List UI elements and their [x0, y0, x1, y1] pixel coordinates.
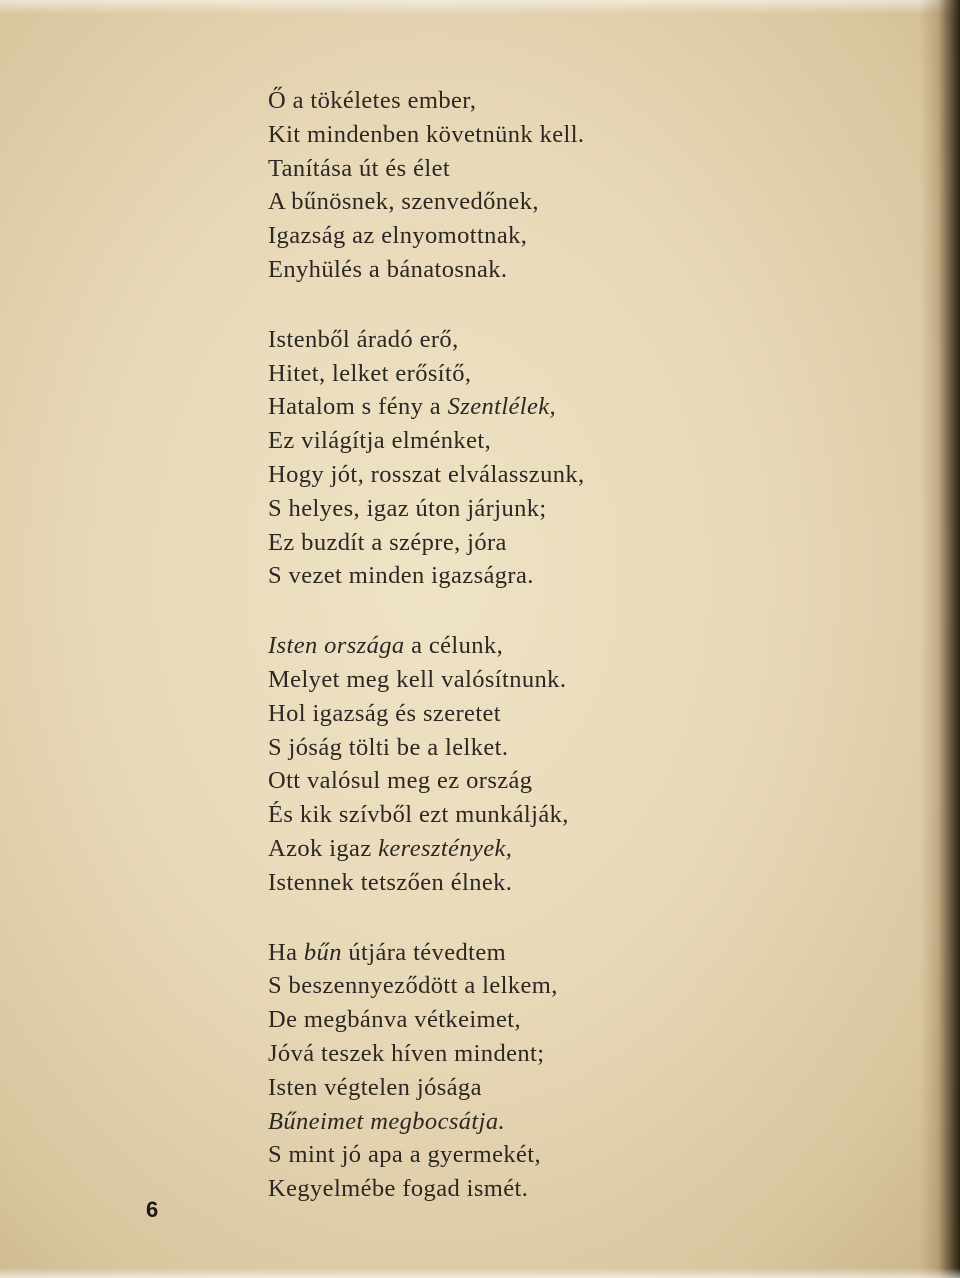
- poem-line-text: a célunk,: [404, 632, 504, 660]
- poem-line: S jóság tölti be a lelket.: [268, 733, 509, 761]
- poem-line: Tanítása út és élet: [268, 154, 451, 182]
- poem-line-italic: Bűneimet megbocsátja.: [268, 1107, 506, 1135]
- poem-line-text: Hatalom s fény a: [268, 393, 448, 421]
- stanza-2: [268, 323, 888, 593]
- poem-line: Igazság az elnyomottnak,: [268, 222, 528, 250]
- poem-line: S beszennyeződött a lelkem,: [268, 972, 558, 1000]
- poem-line: Ott valósul meg ez ország: [268, 767, 533, 795]
- poem-line: [268, 629, 888, 663]
- stanza-1: [268, 84, 888, 287]
- poem-line: S mint jó apa a gyermekét,: [268, 1141, 542, 1169]
- book-binding-shadow: [920, 0, 960, 1278]
- poem-line: Isten végtelen jósága: [268, 1073, 482, 1101]
- poem-line: Hogy jót, rosszat elválasszunk,: [268, 460, 585, 488]
- poem-line-text: Ha: [268, 938, 304, 966]
- poem-line: Kit mindenben követnünk kell.: [268, 120, 585, 148]
- italic-term-keresztenyek: keresztények,: [378, 834, 513, 862]
- stanza-4: [268, 936, 888, 1206]
- poem-line: A bűnösnek, szenvedőnek,: [268, 188, 539, 216]
- poem-line: [268, 936, 888, 970]
- poem-line: Enyhülés a bánatosnak.: [268, 255, 508, 283]
- poem-line: S helyes, igaz úton járjunk;: [268, 494, 547, 522]
- poem-line: Ő a tökéletes ember,: [268, 87, 477, 114]
- poem-line: Hol igazság és szeretet: [268, 699, 502, 727]
- poem-line: És kik szívből ezt munkálják,: [268, 801, 569, 829]
- poem-line: Kegyelmébe fogad ismét.: [268, 1175, 529, 1203]
- poem-line: Ez buzdít a szépre, jóra: [268, 528, 507, 556]
- poem-line: De megbánva vétkeimet,: [268, 1006, 522, 1034]
- page-number: 6: [146, 1197, 159, 1222]
- italic-term-isten-orszaga: Isten országa: [268, 632, 405, 660]
- poem-line: Hitet, lelket erősítő,: [268, 359, 472, 387]
- page-top-edge: [0, 0, 960, 14]
- italic-term-szentlelek: Szentlélek,: [447, 393, 557, 421]
- poem-line: Istennek tetszően élnek.: [268, 868, 513, 896]
- poem-line: [268, 390, 888, 424]
- poem-line-text: Azok igaz: [268, 834, 379, 862]
- italic-term-bun: bűn: [303, 938, 342, 966]
- poem-line: Jóvá teszek híven mindent;: [268, 1039, 545, 1067]
- page-bottom-edge: [0, 1268, 960, 1278]
- poem-line: S vezet minden igazságra.: [268, 562, 534, 590]
- poem-line: Melyet meg kell valósítnunk.: [268, 665, 567, 693]
- stanza-3: [268, 629, 888, 899]
- poem-line-text: útjára tévedtem: [341, 938, 507, 966]
- poem-line: Istenből áradó erő,: [268, 325, 459, 353]
- poem-line: [268, 832, 888, 866]
- poem-line: Ez világítja elménket,: [268, 427, 492, 455]
- poem: [268, 84, 888, 1242]
